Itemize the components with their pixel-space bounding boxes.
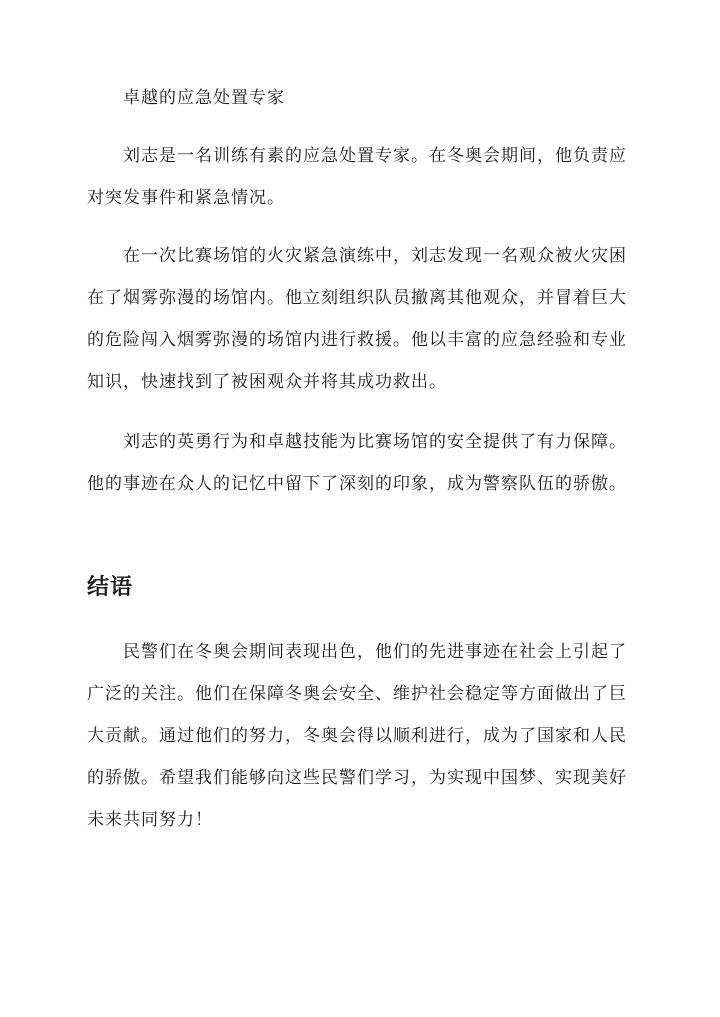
- paragraph-2: 在一次比赛场馆的火灾紧急演练中，刘志发现一名观众被火灾困在了烟雾弥漫的场馆内。他立刻组织队员撤离其他观众，并冒着巨大的危险闯入烟雾弥漫的场馆内进行救援。他以丰富的应急经验和专业知识，快速找到了被困观众并将其成功救出。: [87, 246, 627, 392]
- section-heading-conclusion: 结语: [87, 574, 134, 600]
- paragraph-3: 刘志的英勇行为和卓越技能为比赛场馆的安全提供了有力保障。他的事迹在众人的记忆中留下了深刻的印象，成为警察队伍的骄傲。: [87, 432, 627, 494]
- conclusion-paragraph: 民警们在冬奥会期间表现出色，他们的先进事迹在社会上引起了广泛的关注。他们在保障冬奥会安全、维护社会稳定等方面做出了巨大贡献。通过他们的努力，冬奥会得以顺利进行，成为了国家和人民的骄傲。希望我们能够向这些民警们学习，为实现中国梦、实现美好未来共同努力！: [87, 642, 627, 830]
- paragraph-1: 刘志是一名训练有素的应急处置专家。在冬奥会期间，他负责应对突发事件和紧急情况。: [87, 146, 627, 208]
- subheading: 卓越的应急处置专家: [123, 88, 285, 108]
